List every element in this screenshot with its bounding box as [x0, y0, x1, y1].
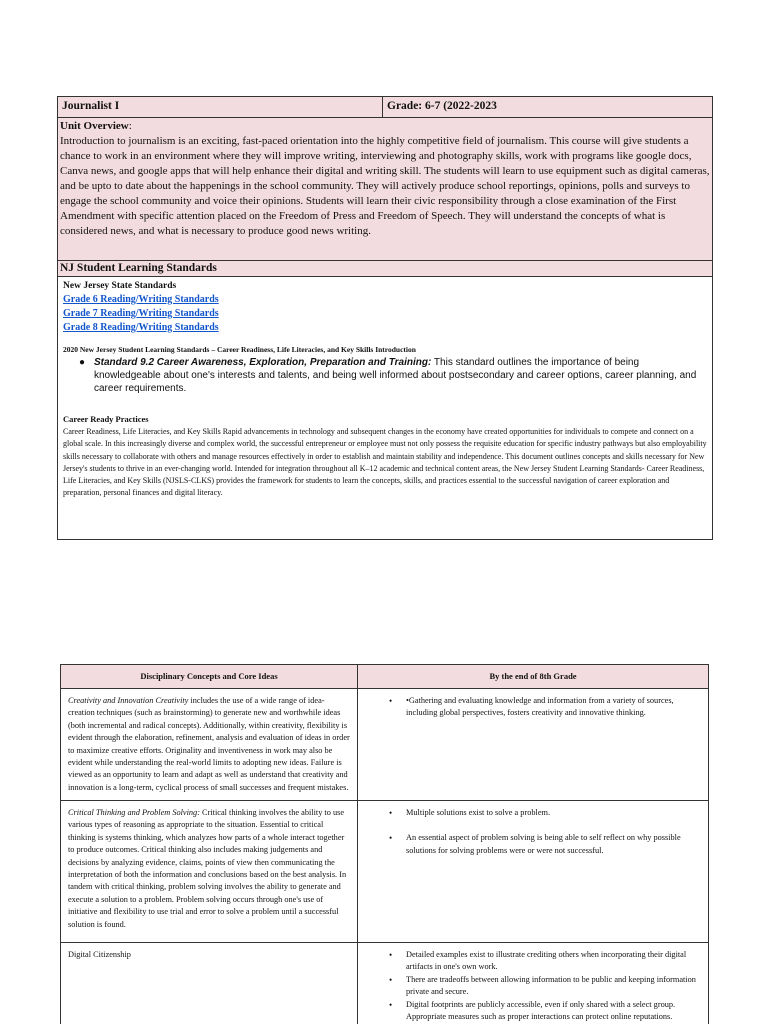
- career-ready-practices-text: Career Readiness, Life Literacies, and Key Skills Rapid advancements in technology and subsequent changes in the economy have created opportunities for individuals to compete and connect on a global scale. In this increasingly diverse and complex world, the successful entrepreneur or employee must not only possess the requisite education for specific industry pathways but also employability skills necessary to collaborate with others and manage resources effectively in order to establish and maintain stability and independence. This document outlines concepts and skills necessary for New Jersey's students to thrive in an ever-changing world. Intended for integration throughout all K–12 academic and technical content areas, the New Jersey Student Learning Standards- Career Readiness, Life Literacies, and Key Skills (NJSLS-CLKS) provides the framework for students to learn the concepts, skills, and practices essential to the successful navigation of career exploration and preparation, personal finances and digital literacy.: [63, 427, 707, 498]
- standard-9-2-text: This standard outlines the importance of being knowledgeable about one's interests and talents, and being well informed about postsecondary and career options, career planning, and career requirements.: [94, 357, 697, 394]
- concepts-column-header: Disciplinary Concepts and Core Ideas: [61, 665, 358, 688]
- concept-cell: [61, 801, 358, 942]
- grade-8-standards-link[interactable]: Grade 8 Reading/Writing Standards: [63, 322, 219, 333]
- grade-7-standards-link[interactable]: Grade 7 Reading/Writing Standards: [63, 308, 219, 319]
- njsls-2020-heading: 2020 New Jersey Student Learning Standards – Career Readiness, Life Literacies, and Key Skills Introduction: [63, 345, 416, 354]
- concept-title: Critical Thinking and Problem Solving:: [68, 808, 200, 817]
- concept-cell: [61, 689, 358, 800]
- unit-overview-cell: Unit Overview: Introduction to journalism is an exciting, fast-paced orientation into the highly competitive field of journalism. This course will give students a chance to work in an environment where they will improve writing, interviewing and photography skills, work with programs like google docs, Canva news, and google apps that will help enhance their digital and writing skill. The students will learn to use equipment such as digital cameras, and be upto to date about the happenings in the school community. They will actively produce school reportings, opinions, polls and surveys to engage the school community and voice their opinions. Students will learn their civic responsibility through a close examination of the First Amendment with specific attention placed on the Freedom of Press and Freedom of Speech. They will understand the concepts of what is considered news, and what is necessary to produce good news writing.: [58, 118, 712, 261]
- unit-overview-table: [57, 96, 713, 540]
- concept-title: Creativity and Innovation Creativity: [68, 696, 189, 705]
- concepts-table-header: [61, 665, 708, 689]
- outcome-item: • •Gathering and evaluating knowledge and information from a variety of sources, including global perspectives, fosters creativity and innovative thinking.: [406, 695, 700, 720]
- grade-label: Grade: 6-7 (2022-2023: [387, 100, 497, 112]
- outcome-item: • Detailed examples exist to illustrate crediting others when incorporating their digital artifacts in one's own work.: [406, 949, 700, 974]
- unit-overview-text: Introduction to journalism is an exciting, fast-paced orientation into the highly competitive field of journalism. This course will give students a chance to work in an environment where they will improve writing, interviewing and photography skills, work with programs like google docs, Canva news, and google apps that will help enhance their digital and writing skill. The students will learn to use equipment such as digital cameras, and be upto to date about the happenings in the school community. They will actively produce school reportings, opinions, polls and surveys to engage the school community and voice their opinions. Students will learn their civic responsibility through a close examination of the First Amendment with specific attention placed on the Freedom of Press and Freedom of Speech. They will understand the concepts of what is considered news, and what is necessary to produce good news writing.: [60, 135, 710, 237]
- table-row: [61, 689, 708, 801]
- outcome-item: • There are tradeoffs between allowing information to be public and keeping information private and secure.: [406, 974, 700, 999]
- concept-text: Digital Citizenship: [68, 950, 131, 959]
- table-row: [61, 801, 708, 943]
- outcome-item: • Digital footprints are publicly accessible, even if only shared with a select group. Appropriate measures such as proper interactions can protect online reputations.: [406, 999, 700, 1024]
- title-row: [58, 97, 712, 118]
- grade-6-standards-link[interactable]: Grade 6 Reading/Writing Standards: [63, 294, 219, 305]
- outcome-item: • An essential aspect of problem solving is being able to self reflect on why possible solutions for solving problems were or were not successful.: [406, 832, 700, 857]
- outcome-item: • Multiple solutions exist to solve a problem.: [406, 807, 700, 819]
- standards-cell: [58, 277, 712, 539]
- outcome-list: [406, 949, 700, 1023]
- table-row: [61, 943, 708, 1024]
- concept-text: Critical thinking involves the ability to use various types of reasoning as appropriate to the situation. Essential to critical thinking is systems thinking, which analyzes how parts of a whole interact together to produce outcomes. Critical thinking also includes making judgements and decisions by analyzing evidence, claims, points of view then communicating the interpretation of both the information and conclusions based on the best analysis. In tandem with critical thinking, problem solving involves the ability to generate and execute a solution to a problem. Problem solving occurs through one's use of initiative and flexibility to use trial and error to solve a problem until a successful solution is found.: [68, 808, 347, 929]
- course-title: Journalist I: [58, 97, 383, 117]
- bullet-icon: ●: [79, 357, 86, 368]
- outcome-cell: [358, 943, 708, 1024]
- nj-standards-heading: NJ Student Learning Standards: [58, 261, 712, 277]
- grade8-column-header: By the end of 8th Grade: [489, 671, 577, 681]
- outcome-list: [406, 695, 700, 720]
- outcome-cell: [358, 801, 708, 942]
- standard-9-2-item: [79, 356, 707, 395]
- career-ready-practices-heading: Career Ready Practices: [63, 414, 149, 424]
- outcome-cell: [358, 689, 708, 800]
- unit-overview-label: Unit Overview: [60, 120, 129, 132]
- concept-cell: [61, 943, 358, 1024]
- standard-9-2-title: Standard 9.2 Career Awareness, Exploration, Preparation and Training:: [94, 357, 432, 368]
- state-standards-heading: New Jersey State Standards: [63, 281, 177, 291]
- concepts-table: [60, 664, 709, 1024]
- concept-text: includes the use of a wide range of idea-creation techniques (such as brainstorming) to generate new and worthwhile ideas (both incremental and radical concepts). Additionally, within creativity, flexibility is evident through the elaboration, refinement, analysis and evaluation of ideas in order to maximize creative efforts. Originality and inventiveness in work may also be evident while understanding the real-world limits to adopting new ideas. Failure is viewed as an opportunity to learn and adapt as well as understand that creativity and innovation is a long-term, cyclical process of small successes and frequent mistakes.: [68, 696, 350, 792]
- outcome-list: [406, 807, 700, 857]
